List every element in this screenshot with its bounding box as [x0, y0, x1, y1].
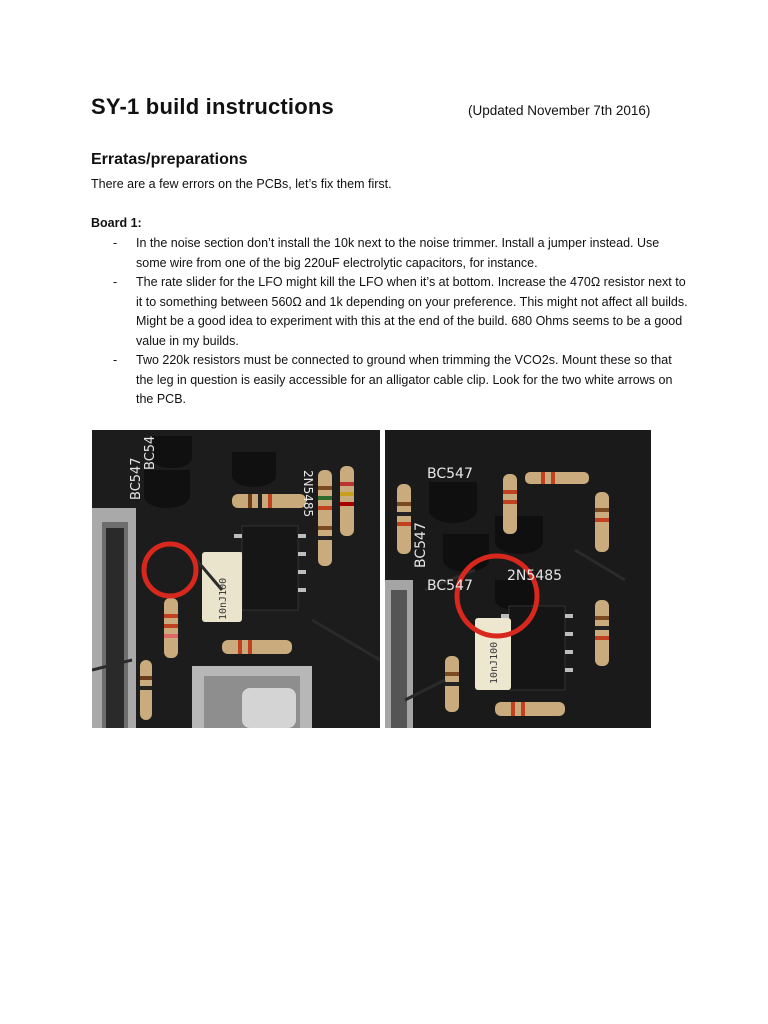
bullet-marker: - [113, 353, 118, 367]
intro-paragraph: There are a few errors on the PCBs, let’s fix them first. [91, 177, 392, 191]
list-item-text: The rate slider for the LFO might kill the LFO when it’s at bottom. Increase the 470Ω resistor next to it to something between 560Ω and 1k depending on your preference. This might not affect all builds. Might be a good idea to experiment with this at the end of the build. 680 Ohms seems to be a good value in my builds. [136, 275, 688, 348]
silkscreen-label: BC54 [143, 435, 158, 470]
errata-list [91, 234, 691, 410]
list-item [91, 273, 691, 351]
section-heading: Erratas/preparations [91, 151, 248, 168]
silkscreen-label: BC547 [427, 466, 473, 482]
silkscreen-label: 2N5485 [301, 470, 315, 518]
bullet-marker: - [113, 236, 118, 250]
updated-date: (Updated November 7th 2016) [468, 103, 651, 118]
list-item-text: Two 220k resistors must be connected to ground when trimming the VCO2s. Mount these so that the leg in question is easily accessible for an alligator cable clip. Look for the two white arrows on the PCB. [136, 353, 673, 406]
silkscreen-label: BC547 [129, 457, 144, 500]
silkscreen-label: BC547 [413, 522, 429, 568]
capacitor-marking: 10nJ100 [218, 577, 229, 620]
silkscreen-label: BC547 [427, 578, 473, 594]
pcb-photo-right [385, 430, 651, 728]
list-item [91, 351, 691, 410]
page-title: SY-1 build instructions [91, 94, 334, 119]
list-item [91, 234, 691, 273]
bullet-marker: - [113, 275, 118, 289]
pcb-photo-left [92, 430, 380, 728]
board-label: Board 1: [91, 216, 142, 230]
list-item-text: In the noise section don’t install the 10k next to the noise trimmer. Install a jumper instead. Use some wire from one of the big 220uF electrolytic capacitors, for instance. [136, 236, 660, 270]
capacitor-marking: 10nJ100 [489, 641, 500, 684]
silkscreen-label: 2N5485 [507, 568, 563, 584]
